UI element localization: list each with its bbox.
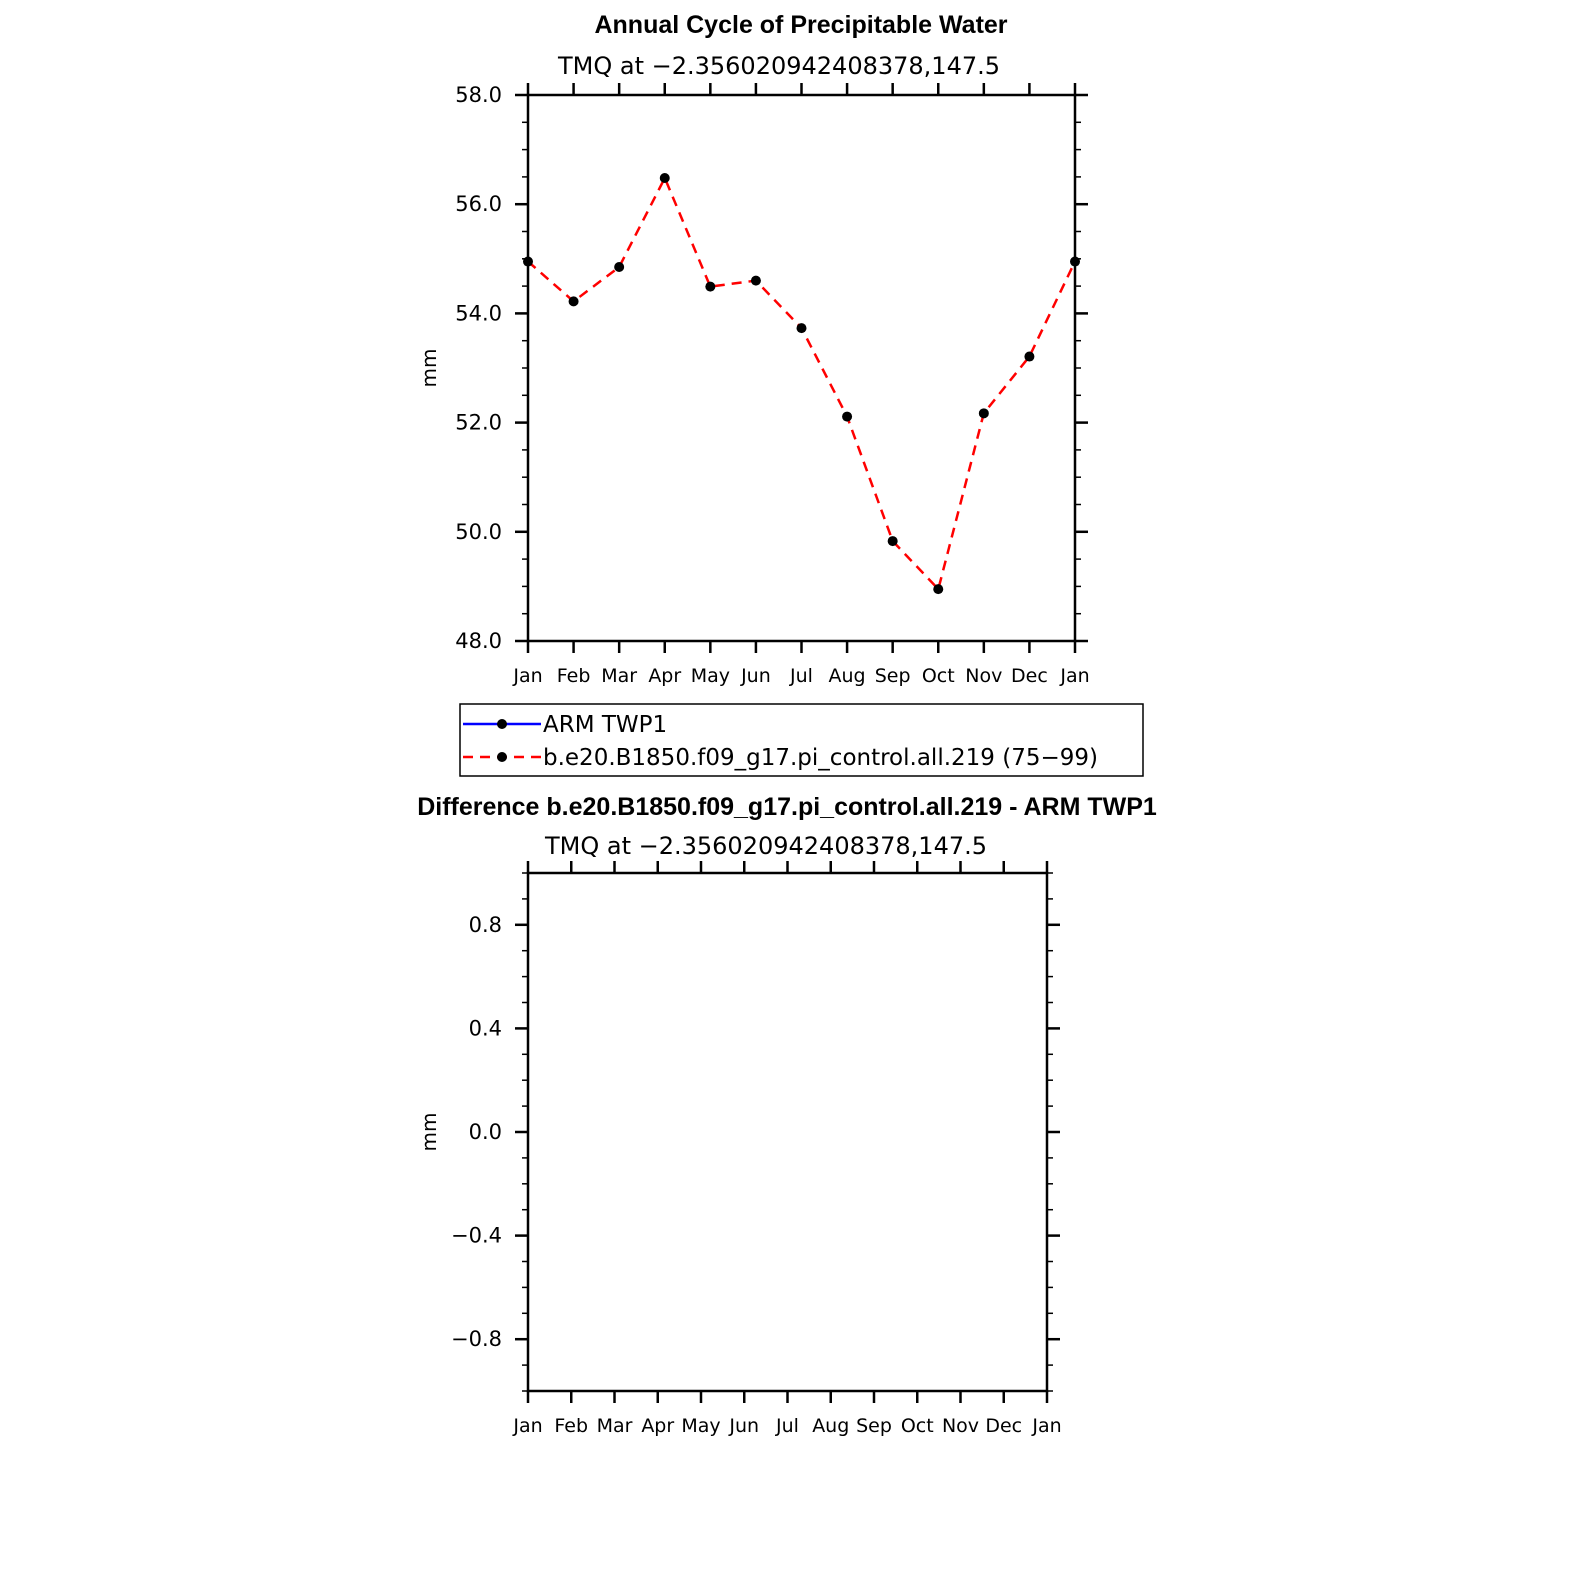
- difference-x-tick-label: Nov: [941, 1415, 980, 1437]
- top-chart-plot: [455, 83, 1089, 687]
- difference-chart-subtitle: TMQ at −2.356020942408378,147.5: [544, 832, 988, 860]
- legend-label-arm: ARM TWP1: [543, 712, 668, 738]
- y-tick-label: 50.0: [455, 519, 502, 544]
- data-point: [933, 584, 943, 594]
- x-tick-label: Aug: [828, 665, 866, 687]
- data-point: [705, 282, 715, 292]
- y-tick-label: 56.0: [455, 192, 502, 217]
- legend-marker-arm: [497, 719, 507, 729]
- difference-x-tick-label: Jan: [513, 1415, 543, 1437]
- data-point: [1024, 352, 1034, 362]
- x-tick-label: May: [690, 665, 730, 687]
- difference-chart-title: Difference b.e20.B1850.f09_g17.pi_control.all.219 - ARM TWP1: [417, 793, 1157, 821]
- difference-y-axis-label: mm: [417, 1112, 441, 1152]
- y-tick-label: 58.0: [455, 83, 502, 107]
- data-point: [797, 323, 807, 333]
- difference-x-tick-label: Jul: [776, 1415, 799, 1437]
- data-point: [1070, 257, 1080, 267]
- difference-x-tick-label: Aug: [812, 1415, 850, 1437]
- data-point: [751, 276, 761, 286]
- difference-x-tick-label: Apr: [641, 1415, 675, 1437]
- series-line-1: [528, 178, 1075, 589]
- difference-y-tick-label: 0.0: [468, 1120, 502, 1144]
- data-point: [979, 408, 989, 418]
- x-tick-label: Jul: [790, 665, 813, 687]
- difference-y-tick-label: 0.4: [468, 1016, 502, 1041]
- x-tick-label: Feb: [556, 665, 591, 687]
- x-tick-label: Jan: [513, 665, 543, 687]
- data-point: [660, 173, 670, 183]
- x-tick-label: Nov: [965, 665, 1003, 687]
- difference-chart-plot: [451, 861, 1062, 1437]
- y-tick-label: 52.0: [455, 410, 502, 435]
- difference-x-tick-label: Oct: [900, 1415, 934, 1437]
- difference-x-tick-label: May: [681, 1415, 721, 1437]
- x-tick-label: Jan: [1060, 665, 1090, 687]
- y-tick-label: 48.0: [455, 629, 502, 653]
- data-point: [569, 296, 579, 306]
- x-tick-label: Mar: [601, 665, 638, 687]
- difference-x-tick-label: Jun: [729, 1415, 760, 1437]
- difference-y-tick-label: −0.8: [451, 1327, 502, 1352]
- data-point: [842, 412, 852, 422]
- x-tick-label: Sep: [874, 665, 911, 687]
- chart-title: Annual Cycle of Precipitable Water: [594, 11, 1008, 39]
- difference-y-tick-label: −0.4: [451, 1223, 502, 1248]
- x-tick-label: Jun: [741, 665, 771, 687]
- difference-x-tick-label: Mar: [596, 1415, 633, 1437]
- difference-x-tick-label: Jan: [1032, 1415, 1062, 1437]
- x-tick-label: Apr: [648, 665, 682, 687]
- legend: [460, 704, 1143, 776]
- difference-x-tick-label: Dec: [985, 1415, 1023, 1437]
- difference-y-tick-label: 0.8: [468, 912, 502, 937]
- data-point: [614, 262, 624, 272]
- data-point: [523, 257, 533, 267]
- data-point: [888, 536, 898, 546]
- y-axis-label: mm: [417, 348, 441, 388]
- legend-marker-model: [497, 752, 507, 762]
- x-tick-label: Oct: [921, 665, 955, 687]
- chart-subtitle: TMQ at −2.356020942408378,147.5: [557, 52, 1001, 80]
- legend-label-model: b.e20.B1850.f09_g17.pi_control.all.219 (75−99): [543, 745, 1098, 771]
- difference-x-tick-label: Sep: [856, 1415, 892, 1437]
- x-tick-label: Dec: [1011, 665, 1048, 687]
- plot-frame: [528, 95, 1075, 641]
- y-tick-label: 54.0: [455, 301, 502, 326]
- difference-x-tick-label: Feb: [554, 1415, 589, 1437]
- difference-plot-frame: [528, 873, 1047, 1391]
